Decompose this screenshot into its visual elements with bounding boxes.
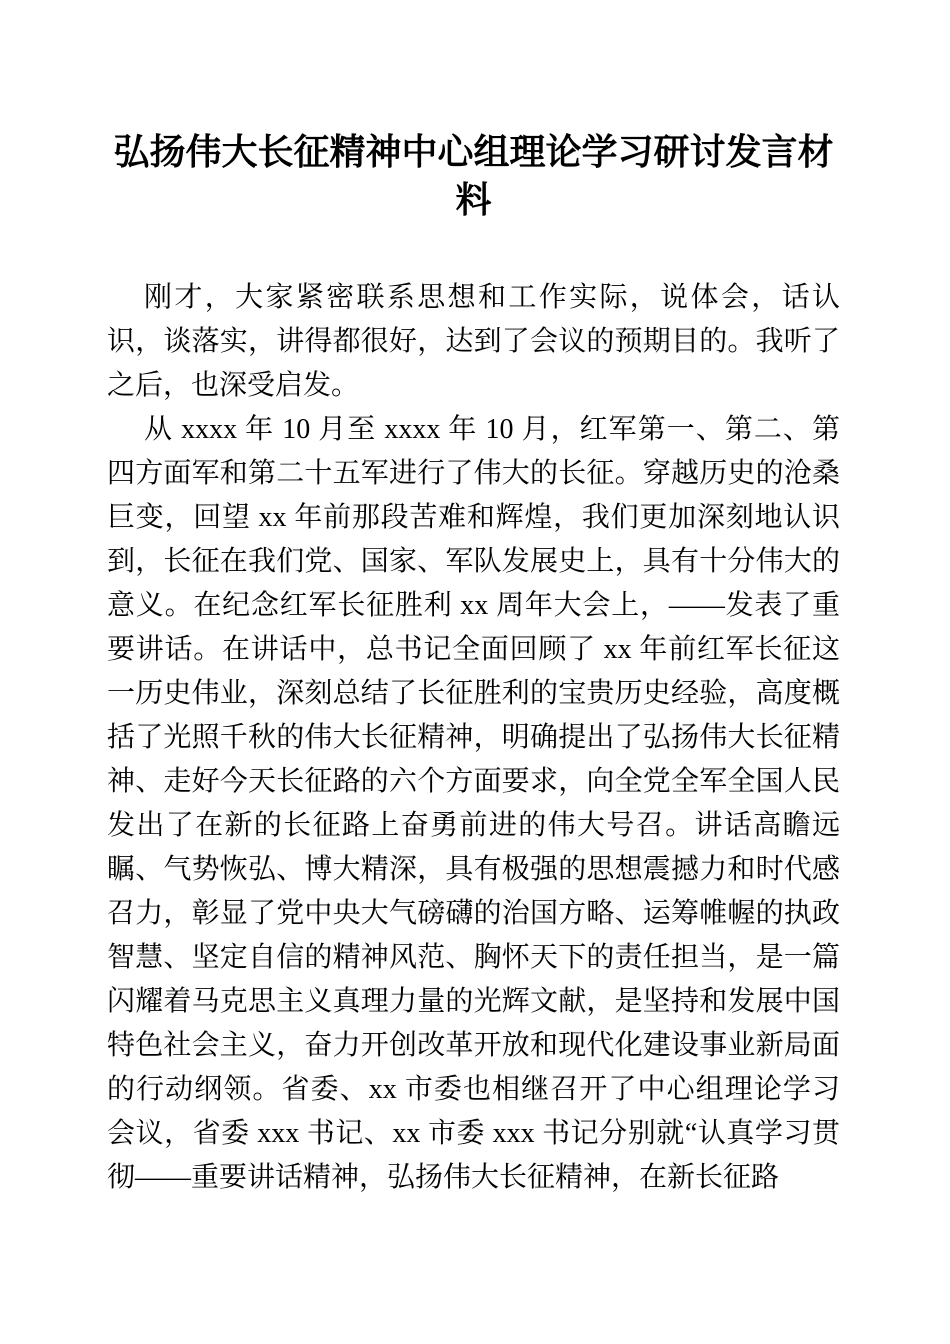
document-title: 弘扬伟大长征精神中心组理论学习研讨发言材料 xyxy=(113,132,834,220)
document-body xyxy=(107,276,840,1200)
paragraph-opening-remarks: 刚才，大家紧密联系思想和工作实际，说体会，话认识，谈落实，讲得都很好，达到了会议的预期目的。我听了之后，也深受启发。 xyxy=(107,282,840,401)
paragraph-long-march-history: 从 xxxx 年 10 月至 xxxx 年 10 月，红军第一、第二、第四方面军和第二十五军进行了伟大的长征。穿越历史的沧桑巨变，回望 xx 年前那段苦难和辉煌，我们更加深刻地认识到，长征在我们党、国家、军队发展史上，具有十分伟大的意义。在纪念红军长征胜利 xx 周年大会上，——发表了重要讲话。在讲话中，总书记全面回顾了 xx 年前红军长征这一历史伟业，深刻总结了长征胜利的宝贵历史经验，高度概括了光照千秋的伟大长征精神，明确提出了弘扬伟大长征精神、走好今天长征路的六个方面要求，向全党全军全国人民发出了在新的长征路上奋勇前进的伟大号召。讲话高瞻远瞩、气势恢弘、博大精深，具有极强的思想震撼力和时代感召力，彰显了党中央大气磅礴的治国方略、运筹帷幄的执政智慧、坚定自信的精神风范、胸怀天下的责任担当，是一篇闪耀着马克思主义真理力量的光辉文献，是坚持和发展中国特色社会主义，奋力开创改革开放和现代化建设事业新局面的行动纲领。省委、xx 市委也相继召开了中心组理论学习会议，省委 xxx 书记、xx 市委 xxx 书记分别就“认真学习贯彻——重要讲话精神，弘扬伟大长征精神，在新长征路 xyxy=(107,414,840,1193)
